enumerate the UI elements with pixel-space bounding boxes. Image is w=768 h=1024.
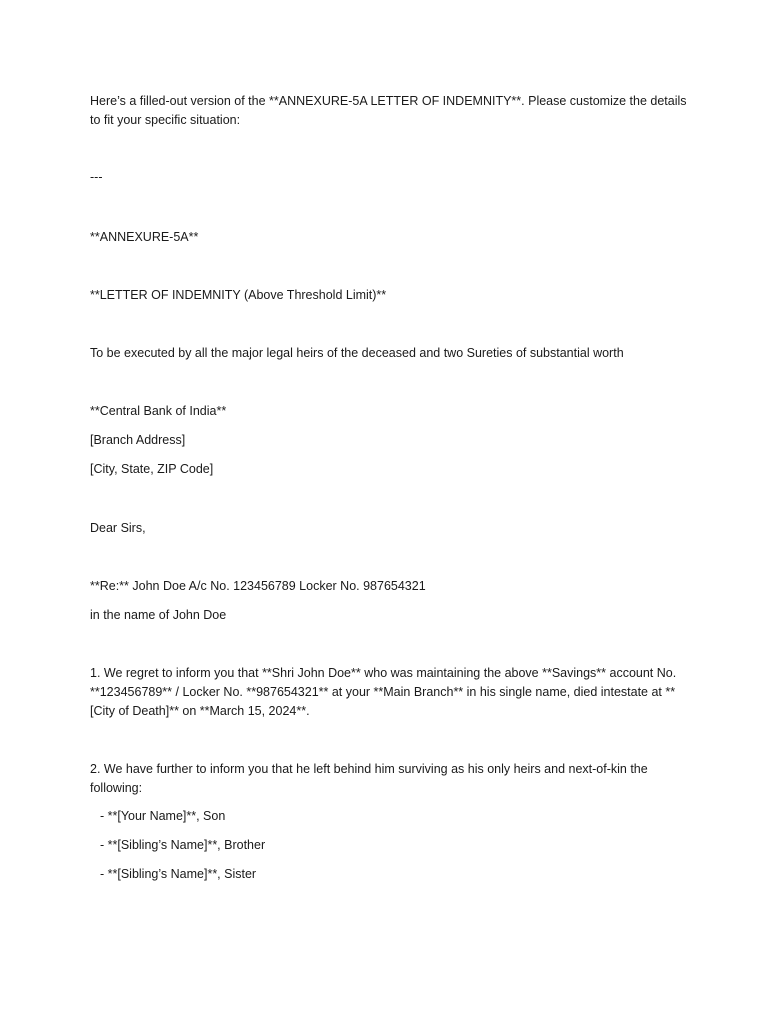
heir-item: - **[Sibling’s Name]**, Sister: [100, 867, 257, 881]
intro-paragraph: Here’s a filled-out version of the **ANNEXURE-5A LETTER OF INDEMNITY**. Please customize the details to fit your specific situation:: [90, 94, 687, 127]
salutation: Dear Sirs,: [90, 521, 146, 535]
address-city: [City, State, ZIP Code]: [90, 462, 214, 476]
re-line: **Re:** John Doe A/c No. 123456789 Locker No. 987654321: [90, 579, 426, 593]
execution-note: To be executed by all the major legal heirs of the deceased and two Sureties of substantial worth: [90, 346, 624, 360]
address-branch: [Branch Address]: [90, 433, 186, 447]
heir-item: - **[Sibling’s Name]**, Brother: [100, 838, 266, 852]
annexure-heading: **ANNEXURE-5A**: [90, 230, 199, 244]
address-bank: **Central Bank of India**: [90, 404, 227, 418]
heir-item: - **[Your Name]**, Son: [100, 809, 226, 823]
paragraph-2: 2. We have further to inform you that he left behind him surviving as his only heirs and next-of-kin the following:: [90, 762, 648, 795]
letter-title: **LETTER OF INDEMNITY (Above Threshold Limit)**: [90, 288, 387, 302]
re-name: in the name of John Doe: [90, 608, 227, 622]
separator-line: ---: [90, 170, 103, 184]
paragraph-1: 1. We regret to inform you that **Shri John Doe** who was maintaining the above **Savings** account No. **123456789** / Locker No. **987654321** at your **Main Branch** in his single name, died intestate at **[City of Death]** on **March 15, 2024**.: [90, 666, 677, 718]
